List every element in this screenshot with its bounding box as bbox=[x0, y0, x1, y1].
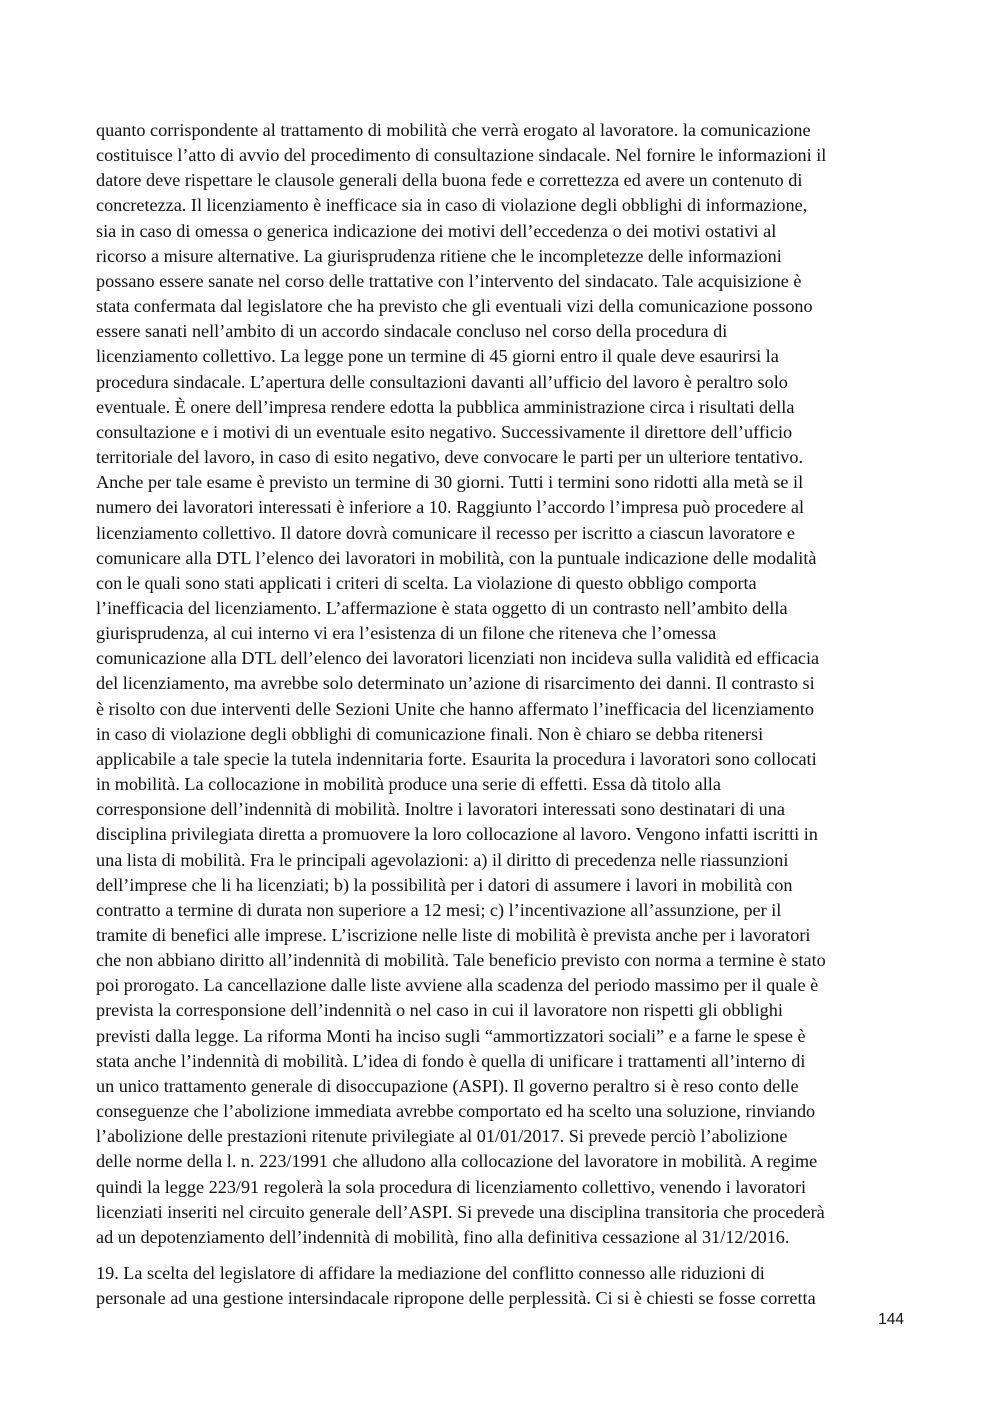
text-line: licenziamento collettivo. Il datore dovrà comunicare il recesso per iscritto a ciascun lavoratore e bbox=[96, 522, 795, 543]
text-line: prevista la corresponsione dell’indennità o nel caso in cui il lavoratore non rispetti gli obblighi bbox=[96, 1000, 783, 1021]
text-line: applicabile a tale specie la tutela indennitaria forte. Esaurita la procedura i lavoratori sono collocati bbox=[96, 748, 817, 769]
text-line: giurisprudenza, al cui interno vi era l’esistenza di un filone che riteneva che l’omessa bbox=[96, 623, 717, 644]
text-line: 19. La scelta del legislatore di affidare la mediazione del conflitto connesso alle riduzioni di bbox=[96, 1263, 765, 1284]
text-line: personale ad una gestione intersindacale ripropone delle perplessità. Ci si è chiesti se fosse corretta bbox=[96, 1288, 816, 1309]
text-line: che non abbiano diritto all’indennità di mobilità. Tale beneficio previsto con norma a termine è stato bbox=[96, 950, 826, 971]
text-line: l’abolizione delle prestazioni ritenute privilegiate al 01/01/2017. Si prevede perciò l’abolizione bbox=[96, 1126, 788, 1147]
text-line: comunicare alla DTL l’elenco dei lavoratori in mobilità, con la puntuale indicazione delle modalità bbox=[96, 547, 817, 568]
text-line: stata anche l’indennità di mobilità. L’idea di fondo è quella di unificare i trattamenti all’interno di bbox=[96, 1050, 806, 1071]
text-line: una lista di mobilità. Fra le principali agevolazioni: a) il diritto di precedenza nelle riassunzioni bbox=[96, 849, 789, 870]
text-line: poi prorogato. La cancellazione dalle liste avviene alla scadenza del periodo massimo per il quale è bbox=[96, 975, 819, 996]
text-line: corresponsione dell’indennità di mobilità. Inoltre i lavoratori interessati sono destinatari di una bbox=[96, 799, 785, 820]
text-line: consultazione e i motivi di un eventuale esito negativo. Successivamente il direttore dell’ufficio bbox=[96, 421, 793, 442]
text-line: possano essere sanate nel corso delle trattative con l’intervento del sindacato. Tale acquisizione è bbox=[96, 270, 802, 291]
text-line: licenziamento collettivo. La legge pone un termine di 45 giorni entro il quale deve esaurirsi la bbox=[96, 346, 779, 367]
text-line: quindi la legge 223/91 regolerà la sola procedura di licenziamento collettivo, venendo i lavoratori bbox=[96, 1176, 807, 1197]
text-line: ricorso a misure alternative. La giurisprudenza ritiene che le incompletezze delle informazioni bbox=[96, 245, 782, 266]
text-line: eventuale. È onere dell’impresa rendere edotta la pubblica amministrazione circa i risultati della bbox=[96, 396, 795, 417]
text-line: ad un depotenziamento dell’indennità di mobilità, fino alla definitiva cessazione al 31/12/2016. bbox=[96, 1226, 790, 1247]
text-line: sia in caso di omessa o generica indicazione dei motivi dell’eccedenza o dei motivi ostativi al bbox=[96, 220, 777, 241]
text-line: essere sanati nell’ambito di un accordo sindacale concluso nel corso della procedura di bbox=[96, 321, 728, 342]
text-line: un unico trattamento generale di disoccupazione (ASPI). Il governo peraltro si è reso conto delle bbox=[96, 1075, 799, 1096]
text-line: disciplina privilegiata diretta a promuovere la loro collocazione al lavoro. Vengono infatti iscritti in bbox=[96, 824, 818, 845]
text-line: Anche per tale esame è previsto un termine di 30 giorni. Tutti i termini sono ridotti alla metà se il bbox=[96, 472, 804, 493]
text-line: datore deve rispettare le clausole generali della buona fede e correttezza ed avere un contenuto di bbox=[96, 170, 803, 191]
text-line: quanto corrispondente al trattamento di mobilità che verrà erogato al lavoratore. la comunicazione bbox=[96, 120, 811, 140]
text-line: tramite di benefici alle imprese. L’iscrizione nelle liste di mobilità è prevista anche per i lavoratori bbox=[96, 925, 811, 945]
paragraph-container bbox=[96, 118, 902, 1311]
document-body bbox=[96, 118, 902, 1311]
text-line: costituisce l’atto di avvio del procedimento di consultazione sindacale. Nel fornire le informazioni il bbox=[96, 145, 827, 166]
paragraph bbox=[96, 1261, 902, 1311]
text-line: previsti dalla legge. La riforma Monti ha inciso sugli “ammortizzatori sociali” e a farne le spese è bbox=[96, 1025, 806, 1046]
paragraph bbox=[96, 118, 902, 1250]
text-line: in mobilità. La collocazione in mobilità produce una serie di effetti. Essa dà titolo alla bbox=[96, 774, 721, 795]
text-line: stata confermata dal legislatore che ha previsto che gli eventuali vizi della comunicazione possono bbox=[96, 296, 813, 317]
page-number: 144 bbox=[878, 1311, 904, 1328]
text-line: concretezza. Il licenziamento è inefficace sia in caso di violazione degli obblighi di informazione, bbox=[96, 195, 808, 216]
text-line: numero dei lavoratori interessati è inferiore a 10. Raggiunto l’accordo l’impresa può procedere al bbox=[96, 497, 805, 518]
text-line: comunicazione alla DTL dell’elenco dei lavoratori licenziati non incideva sulla validità ed efficacia bbox=[96, 648, 820, 669]
text-line: in caso di violazione degli obblighi di comunicazione finali. Non è chiaro se debba ritenersi bbox=[96, 723, 764, 744]
text-line: del licenziamento, ma avrebbe solo determinato un’azione di risarcimento dei danni. Il contrasto si bbox=[96, 673, 815, 694]
text-line: conseguenze che l’abolizione immediata avrebbe comportato ed ha scelto una soluzione, rinviando bbox=[96, 1101, 816, 1122]
text-line: contratto a termine di durata non superiore a 12 mesi; c) l’incentivazione all’assunzione, per il bbox=[96, 899, 782, 920]
text-line: delle norme della l. n. 223/1991 che alludono alla collocazione del lavoratore in mobilità. A regime bbox=[96, 1151, 818, 1172]
text-line: territoriale del lavoro, in caso di esito negativo, deve convocare le parti per un ulteriore tentativo. bbox=[96, 447, 804, 468]
text-line: con le quali sono stati applicati i criteri di scelta. La violazione di questo obbligo comporta bbox=[96, 572, 757, 593]
text-line: dell’imprese che li ha licenziati; b) la possibilità per i datori di assumere i lavori in mobilità con bbox=[96, 874, 793, 895]
text-line: procedura sindacale. L’apertura delle consultazioni davanti all’ufficio del lavoro è peraltro solo bbox=[96, 371, 788, 392]
text-line: è risolto con due interventi delle Sezioni Unite che hanno affermato l’inefficacia del licenziamento bbox=[96, 698, 814, 719]
text-line: l’inefficacia del licenziamento. L’affermazione è stata oggetto di un contrasto nell’ambito della bbox=[96, 597, 788, 618]
text-line: licenziati inseriti nel circuito generale dell’ASPI. Si prevede una disciplina transitoria che procederà bbox=[96, 1201, 825, 1222]
